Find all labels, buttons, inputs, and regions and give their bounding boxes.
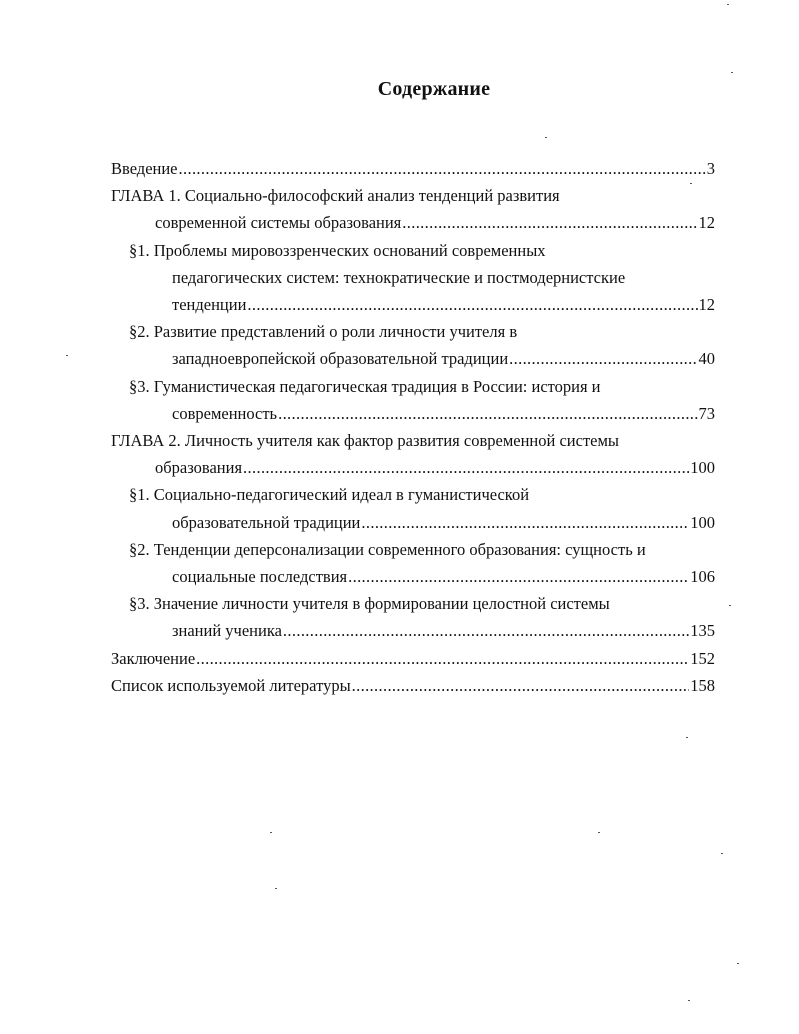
toc-entry-title: §2. Тенденции деперсонализации современного образования: сущность и	[129, 539, 646, 559]
dot-leader	[196, 645, 689, 672]
toc-entry-line	[111, 645, 715, 672]
dot-leader	[402, 209, 697, 236]
toc-entry-title: образовательной традиции	[172, 512, 361, 532]
scan-speck	[737, 963, 739, 964]
toc-entry-line	[111, 427, 715, 454]
toc-entry-title: §1. Социально-педагогический идеал в гуманистической	[129, 485, 530, 505]
toc-entry-line	[111, 563, 715, 590]
table-of-contents	[111, 155, 715, 699]
toc-entry-title: Заключение	[111, 648, 196, 668]
toc-page-number: 40	[698, 349, 715, 369]
toc-entry-line	[111, 454, 715, 481]
toc-page-number: 12	[698, 295, 715, 315]
toc-page-number: 152	[690, 648, 715, 668]
toc-entry-line	[111, 481, 715, 508]
toc-entry-title: Введение	[111, 159, 178, 178]
toc-chapter-entry	[111, 645, 715, 672]
dot-leader	[361, 509, 689, 536]
toc-entry-title: образования	[155, 458, 243, 478]
toc-entry-title: современность	[172, 403, 278, 423]
scan-speck	[275, 888, 277, 889]
toc-page-number: 135	[690, 621, 715, 641]
toc-entry-title: §2. Развитие представлений о роли личности учителя в	[129, 322, 518, 342]
toc-entry-title: ГЛАВА 2. Личность учителя как фактор развития современной системы	[111, 431, 620, 451]
toc-entry-title: ГЛАВА 1. Социально-философский анализ тенденций развития	[111, 186, 560, 206]
dot-leader	[509, 345, 697, 372]
toc-entry-line	[111, 400, 715, 427]
dot-leader	[278, 400, 697, 427]
dot-leader	[348, 563, 689, 590]
toc-page-number: 73	[698, 403, 715, 423]
toc-section-entry	[111, 481, 715, 535]
scan-speck	[721, 853, 723, 854]
toc-entry-line	[111, 209, 715, 236]
toc-chapter-entry	[111, 672, 715, 699]
toc-entry-title: §3. Гуманистическая педагогическая традиция в России: история и	[129, 376, 601, 396]
scan-speck	[731, 72, 733, 73]
scan-speck	[66, 355, 68, 356]
toc-section-entry	[111, 318, 715, 372]
dot-leader	[179, 155, 706, 182]
toc-entry-title: современной системы образования	[155, 213, 402, 233]
toc-entry-title: §1. Проблемы мировоззренческих оснований современных	[129, 240, 546, 260]
scan-speck	[686, 737, 688, 738]
dot-leader	[352, 672, 690, 699]
toc-entry-line	[111, 373, 715, 400]
toc-entry-line	[111, 291, 715, 318]
toc-entry-title: тенденции	[172, 295, 247, 315]
toc-page-number: 12	[698, 213, 715, 233]
toc-chapter-entry	[111, 182, 715, 236]
toc-entry-line	[111, 672, 715, 699]
toc-entry-line	[111, 536, 715, 563]
toc-section-entry	[111, 237, 715, 319]
toc-page-number: 106	[690, 567, 715, 587]
toc-page-number: 158	[690, 675, 715, 695]
toc-entry-title: социальные последствия	[172, 567, 348, 587]
toc-entry-line	[111, 182, 715, 209]
scan-speck	[727, 4, 729, 5]
toc-section-entry	[111, 373, 715, 427]
toc-page-number: 100	[690, 512, 715, 532]
toc-entry-line	[111, 509, 715, 536]
toc-entry-line	[111, 264, 715, 291]
toc-entry-title: западноевропейской образовательной традиции	[172, 349, 509, 369]
toc-entry-title: знаний ученика	[172, 621, 282, 641]
scan-speck	[688, 1000, 690, 1001]
dot-leader	[243, 454, 689, 481]
toc-entry-line	[111, 237, 715, 264]
page-title: Содержание	[377, 78, 491, 100]
toc-chapter-entry	[111, 427, 715, 481]
toc-section-entry	[111, 590, 715, 644]
toc-entry-line	[111, 318, 715, 345]
toc-section-entry	[111, 536, 715, 590]
toc-entry-line	[111, 617, 715, 644]
dot-leader	[283, 617, 689, 644]
dot-leader	[247, 291, 697, 318]
scan-speck	[270, 832, 272, 833]
toc-entry-title: педагогических систем: технократические и постмодернистские	[172, 267, 626, 287]
scan-speck	[690, 183, 692, 184]
scan-speck	[729, 605, 731, 606]
toc-page-number: 3	[706, 159, 715, 178]
toc-entry-line	[111, 345, 715, 372]
toc-entry-title: Список используемой литературы	[111, 675, 351, 695]
scan-speck	[545, 137, 547, 138]
toc-page-number: 100	[690, 458, 715, 478]
scan-speck	[598, 832, 600, 833]
toc-entry-title: §3. Значение личности учителя в формировании целостной системы	[129, 594, 610, 614]
toc-entry-line	[111, 590, 715, 617]
toc-entry-line	[111, 155, 715, 182]
toc-chapter-entry	[111, 155, 715, 182]
